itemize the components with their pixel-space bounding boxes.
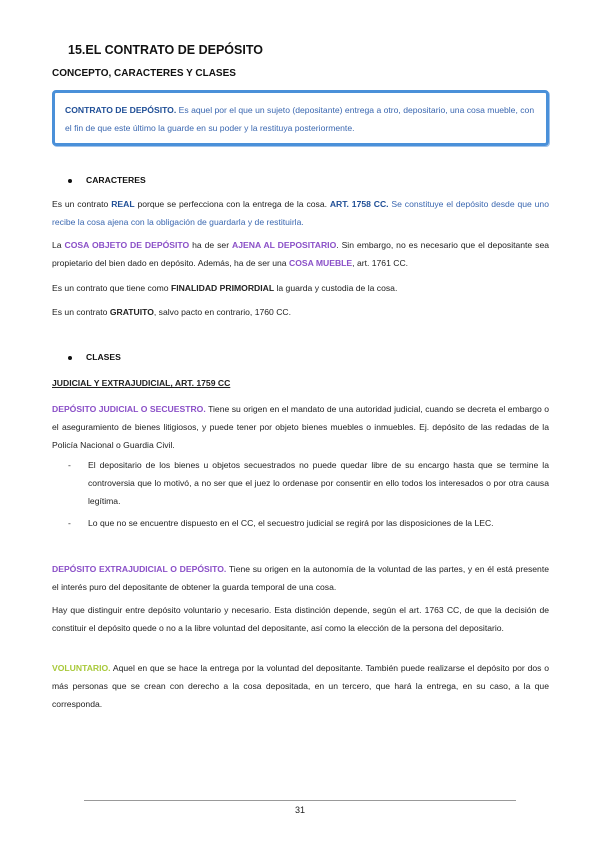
subheading-judicial: JUDICIAL Y EXTRAJUDICIAL, ART. 1759 CC xyxy=(52,378,231,388)
definition-box xyxy=(52,90,549,146)
page-number: 31 xyxy=(294,805,305,815)
bullet-caracteres xyxy=(68,175,146,185)
footer-divider xyxy=(84,800,516,801)
paragraph-distinguir: Hay que distinguir entre depósito voluntario y necesario. Esta distinción depende, según el art. 1763 CC, de que la decisión de constituir el depósito quede o no a la libre voluntad del depositante, así como la elección de la persona del depositario. xyxy=(52,605,549,633)
bullet-clases xyxy=(68,352,121,362)
paragraph-cosa-objeto: La COSA OBJETO DE DEPÓSITO ha de ser AJENA AL DEPOSITARIO. Sin embargo, no es necesario que el depositante sea propietario del bien dado en depósito. Además, ha de ser una COSA MUEBLE, art. 1761 CC. xyxy=(52,240,550,268)
bullet-label: CARACTERES xyxy=(86,175,146,185)
paragraph-finalidad: Es un contrato que tiene como FINALIDAD PRIMORDIAL la guarda y custodia de la cosa. xyxy=(52,283,398,293)
paragraph-extrajudicial: DEPÓSITO EXTRAJUDICIAL O DEPÓSITO. Tiene su origen en la autonomía de la voluntad de las partes, y en él está presente el interés puro del depositante de obtener la guarda temporal de una cosa. xyxy=(52,564,549,592)
section-subtitle: CONCEPTO, CARACTERES Y CLASES xyxy=(52,68,236,79)
bullet-label: CLASES xyxy=(86,352,121,362)
paragraph-voluntario: VOLUNTARIO. Aquel en que se hace la entrega por la voluntad del depositante. También puede realizarse el depósito por dos o más personas que se crean con derecho a la cosa depositada, en un tercero, que hará la entrega, en su caso, a la que corresponda. xyxy=(52,663,549,709)
paragraph-real: Es un contrato REAL porque se perfecciona con la entrega de la cosa. ART. 1758 CC. Se constituye el depósito desde que uno recibe la cosa ajena con la obligación de guardarla y de restituirla. xyxy=(52,199,549,227)
definition-text: Es aquel por el que un sujeto (depositante) entrega a otro, depositario, una cosa mueble, con el fin de que este último la guarde en su poder y la restituya posteriormente. xyxy=(65,105,535,133)
paragraph-judicial: DEPÓSITO JUDICIAL O SECUESTRO. Tiene su origen en el mandato de una autoridad judicial, cuando se decreta el embargo o el aseguramiento de bienes litigiosos, y puede tener por objeto bienes muebles o inmuebles. Ej. depósito de las redadas de la Policía Nacional o Guardia Civil. xyxy=(52,404,549,450)
definition-term: CONTRATO DE DEPÓSITO. xyxy=(65,105,177,115)
section-title: 15.EL CONTRATO DE DEPÓSITO xyxy=(68,43,263,57)
bullet-icon xyxy=(68,179,72,183)
list-item: - Lo que no se encuentre dispuesto en el CC, el secuestro judicial se regirá por las disposiciones de la LEC. xyxy=(68,518,494,528)
paragraph-gratuito: Es un contrato GRATUITO, salvo pacto en contrario, 1760 CC. xyxy=(52,307,292,317)
list-item: - El depositario de los bienes u objetos secuestrados no puede quedar libre de su encargo hasta que se termine la controversia que lo motivó, a no ser que el juez lo ordenase por consentir en ello todos los interesados o por otra causa legítima. xyxy=(68,460,549,506)
bullet-icon xyxy=(68,356,72,360)
